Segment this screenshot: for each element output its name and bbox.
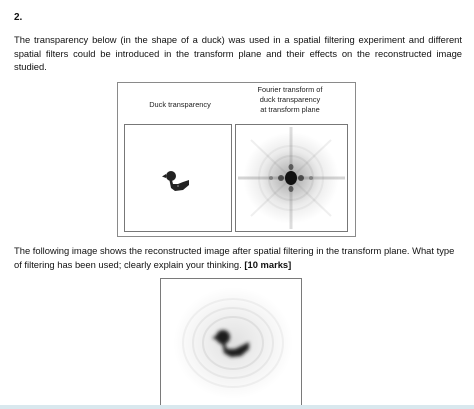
fourier-caption-line: at transform plane [260,105,320,114]
fourier-transform-caption [230,85,350,115]
duck-transparency-image [124,124,232,232]
duck-silhouette [162,171,189,191]
question-number: 2. [14,12,23,23]
question-followup [14,244,462,271]
fourier-caption-line: Fourier transform of [257,85,323,94]
transparency-figure [117,82,356,237]
ringing-artifacts [173,287,293,399]
question-intro: The transparency below (in the shape of a duck) was used in a spatial filtering experiment and different spatial filters could be introduced in the transform plane and their effects on the reconstructed image studied. [14,34,462,72]
followup-text: The following image shows the reconstructed image after spatial filtering in the transform plane. What type of filtering has been used; clearly explain your thinking. [14,245,455,270]
diffraction-pattern [238,127,345,229]
page-bottom-strip [0,405,474,409]
fourier-transform-image [235,124,348,232]
fourier-caption-line: duck transparency [259,95,321,104]
reconstructed-image [160,278,302,407]
marks-label: [10 marks] [244,258,292,270]
duck-transparency-caption: Duck transparency [149,100,211,109]
